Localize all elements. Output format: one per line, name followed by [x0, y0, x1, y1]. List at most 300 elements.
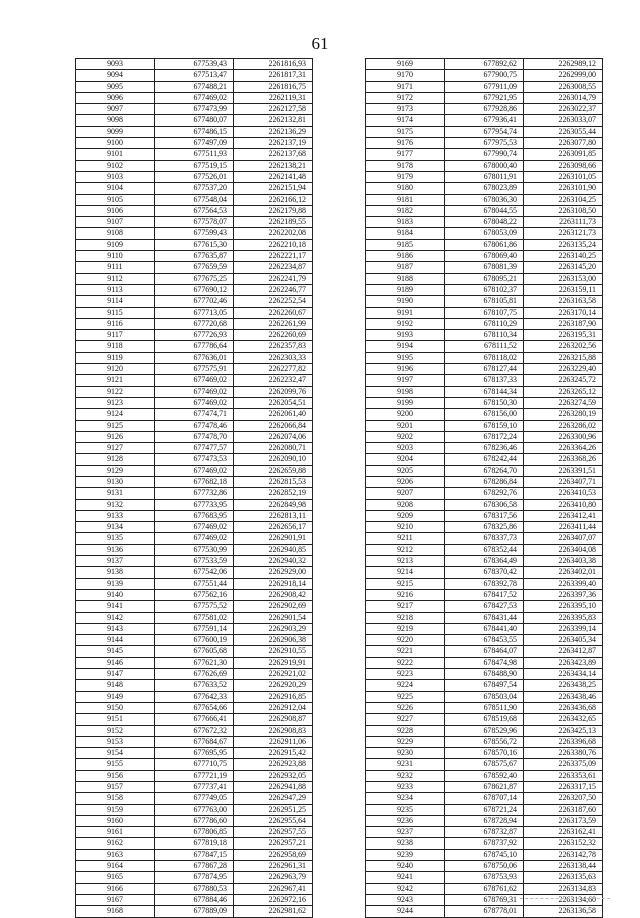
- point-number-cell: 9176: [366, 138, 445, 149]
- table-row: [76, 782, 313, 793]
- table-row: [366, 92, 603, 103]
- x-coordinate-cell: 678118,02: [445, 352, 524, 363]
- y-coordinate-cell: 2263153,00: [524, 273, 603, 284]
- table-row: [366, 646, 603, 657]
- y-coordinate-cell: 2263265,12: [524, 386, 603, 397]
- table-row: [76, 544, 313, 555]
- y-coordinate-cell: 2263055,44: [524, 126, 603, 137]
- table-row: [366, 657, 603, 668]
- y-coordinate-cell: 2263187,60: [524, 804, 603, 815]
- point-number-cell: 9233: [366, 782, 445, 793]
- y-coordinate-cell: 2262090,10: [234, 454, 313, 465]
- y-coordinate-cell: 2263136,58: [524, 906, 603, 917]
- y-coordinate-cell: 2263135,63: [524, 872, 603, 883]
- x-coordinate-cell: 677526,01: [155, 171, 234, 182]
- table-row: [366, 804, 603, 815]
- x-coordinate-cell: 678061,86: [445, 239, 524, 250]
- x-coordinate-cell: 678159,10: [445, 420, 524, 431]
- y-coordinate-cell: 2262957,55: [234, 827, 313, 838]
- y-coordinate-cell: 2263104,25: [524, 194, 603, 205]
- table-row: [366, 578, 603, 589]
- table-row: [366, 872, 603, 883]
- point-number-cell: 9157: [76, 782, 155, 793]
- y-coordinate-cell: 2263438,25: [524, 680, 603, 691]
- y-coordinate-cell: 2262260,69: [234, 330, 313, 341]
- point-number-cell: 9107: [76, 217, 155, 228]
- point-number-cell: 9144: [76, 635, 155, 646]
- table-row: [366, 341, 603, 352]
- y-coordinate-cell: 2262852,19: [234, 488, 313, 499]
- table-row: [76, 770, 313, 781]
- y-coordinate-cell: 2263098,66: [524, 160, 603, 171]
- table-row: [76, 228, 313, 239]
- table-row: [76, 273, 313, 284]
- x-coordinate-cell: 678621,87: [445, 782, 524, 793]
- y-coordinate-cell: 2263014,79: [524, 92, 603, 103]
- point-number-cell: 9164: [76, 861, 155, 872]
- x-coordinate-cell: 677539,43: [155, 59, 234, 70]
- y-coordinate-cell: 2262066,84: [234, 420, 313, 431]
- point-number-cell: 9108: [76, 228, 155, 239]
- point-number-cell: 9181: [366, 194, 445, 205]
- x-coordinate-cell: 677533,59: [155, 556, 234, 567]
- point-number-cell: 9117: [76, 330, 155, 341]
- table-row: [76, 262, 313, 273]
- table-row: [76, 476, 313, 487]
- table-row: [366, 533, 603, 544]
- point-number-cell: 9208: [366, 499, 445, 510]
- table-row: [76, 556, 313, 567]
- y-coordinate-cell: 2262138,21: [234, 160, 313, 171]
- x-coordinate-cell: 677806,85: [155, 827, 234, 838]
- point-number-cell: 9168: [76, 906, 155, 917]
- point-number-cell: 9184: [366, 228, 445, 239]
- x-coordinate-cell: 677786,64: [155, 341, 234, 352]
- y-coordinate-cell: 2262901,54: [234, 612, 313, 623]
- y-coordinate-cell: 2263399,40: [524, 578, 603, 589]
- table-row: [76, 194, 313, 205]
- table-row: [76, 284, 313, 295]
- point-number-cell: 9238: [366, 838, 445, 849]
- table-row: [366, 544, 603, 555]
- x-coordinate-cell: 678286,84: [445, 476, 524, 487]
- point-number-cell: 9097: [76, 104, 155, 115]
- x-coordinate-cell: 678464,07: [445, 646, 524, 657]
- x-coordinate-cell: 677975,53: [445, 138, 524, 149]
- point-number-cell: 9136: [76, 544, 155, 555]
- x-coordinate-cell: 678431,44: [445, 612, 524, 623]
- x-coordinate-cell: 678144,34: [445, 386, 524, 397]
- x-coordinate-cell: 677732,86: [155, 488, 234, 499]
- x-coordinate-cell: 678105,81: [445, 296, 524, 307]
- x-coordinate-cell: 677469,02: [155, 397, 234, 408]
- point-number-cell: 9156: [76, 770, 155, 781]
- y-coordinate-cell: 2262137,68: [234, 149, 313, 160]
- table-row: [366, 601, 603, 612]
- point-number-cell: 9186: [366, 251, 445, 262]
- point-number-cell: 9222: [366, 657, 445, 668]
- table-row: [366, 352, 603, 363]
- table-row: [76, 375, 313, 386]
- y-coordinate-cell: 2262210,18: [234, 239, 313, 250]
- table-row: [366, 228, 603, 239]
- x-coordinate-cell: 677519,15: [155, 160, 234, 171]
- y-coordinate-cell: 2262119,31: [234, 92, 313, 103]
- x-coordinate-cell: 677726,93: [155, 330, 234, 341]
- point-number-cell: 9240: [366, 861, 445, 872]
- x-coordinate-cell: 677626,69: [155, 669, 234, 680]
- table-row: [76, 872, 313, 883]
- point-number-cell: 9194: [366, 341, 445, 352]
- x-coordinate-cell: 677575,91: [155, 364, 234, 375]
- y-coordinate-cell: 2262955,64: [234, 815, 313, 826]
- table-row: [76, 894, 313, 905]
- x-coordinate-cell: 678511,90: [445, 702, 524, 713]
- point-number-cell: 9243: [366, 894, 445, 905]
- point-number-cell: 9172: [366, 92, 445, 103]
- point-number-cell: 9116: [76, 318, 155, 329]
- y-coordinate-cell: 2263396,68: [524, 736, 603, 747]
- table-row: [76, 510, 313, 521]
- point-number-cell: 9104: [76, 183, 155, 194]
- point-number-cell: 9196: [366, 364, 445, 375]
- x-coordinate-cell: 677636,01: [155, 352, 234, 363]
- point-number-cell: 9228: [366, 725, 445, 736]
- table-row: [366, 759, 603, 770]
- point-number-cell: 9221: [366, 646, 445, 657]
- table-row: [366, 409, 603, 420]
- y-coordinate-cell: 2263195,31: [524, 330, 603, 341]
- y-coordinate-cell: 2262189,55: [234, 217, 313, 228]
- x-coordinate-cell: 678745,10: [445, 849, 524, 860]
- x-coordinate-cell: 677921,95: [445, 92, 524, 103]
- point-number-cell: 9209: [366, 510, 445, 521]
- y-coordinate-cell: 2263134,60: [524, 894, 603, 905]
- table-row: [76, 714, 313, 725]
- x-coordinate-cell: 677786,60: [155, 815, 234, 826]
- table-row: [366, 273, 603, 284]
- table-row: [76, 669, 313, 680]
- point-number-cell: 9199: [366, 397, 445, 408]
- point-number-cell: 9214: [366, 567, 445, 578]
- page-number: 61: [311, 34, 329, 53]
- table-row: [76, 454, 313, 465]
- table-row: [366, 849, 603, 860]
- x-coordinate-cell: 678592,40: [445, 770, 524, 781]
- x-coordinate-cell: 677675,25: [155, 273, 234, 284]
- point-number-cell: 9159: [76, 804, 155, 815]
- x-coordinate-cell: 678110,34: [445, 330, 524, 341]
- y-coordinate-cell: 2263121,73: [524, 228, 603, 239]
- table-row: [76, 589, 313, 600]
- y-coordinate-cell: 2262972,16: [234, 894, 313, 905]
- x-coordinate-cell: 677599,43: [155, 228, 234, 239]
- x-coordinate-cell: 678732,87: [445, 827, 524, 838]
- y-coordinate-cell: 2263142,78: [524, 849, 603, 860]
- x-coordinate-cell: 677473,53: [155, 454, 234, 465]
- point-number-cell: 9148: [76, 680, 155, 691]
- y-coordinate-cell: 2263245,72: [524, 375, 603, 386]
- point-number-cell: 9173: [366, 104, 445, 115]
- x-coordinate-cell: 677721,19: [155, 770, 234, 781]
- table-row: [366, 318, 603, 329]
- y-coordinate-cell: 2262958,69: [234, 849, 313, 860]
- y-coordinate-cell: 2263008,55: [524, 81, 603, 92]
- point-number-cell: 9162: [76, 838, 155, 849]
- point-number-cell: 9216: [366, 589, 445, 600]
- point-number-cell: 9203: [366, 443, 445, 454]
- table-row: [366, 205, 603, 216]
- table-row: [76, 691, 313, 702]
- x-coordinate-cell: 677666,41: [155, 714, 234, 725]
- y-coordinate-cell: 2262234,87: [234, 262, 313, 273]
- point-number-cell: 9171: [366, 81, 445, 92]
- table-row: [366, 838, 603, 849]
- x-coordinate-cell: 678488,90: [445, 669, 524, 680]
- table-row: [366, 793, 603, 804]
- x-coordinate-cell: 678575,67: [445, 759, 524, 770]
- x-coordinate-cell: 678069,40: [445, 251, 524, 262]
- y-coordinate-cell: 2262136,29: [234, 126, 313, 137]
- point-number-cell: 9093: [76, 59, 155, 70]
- table-row: [76, 827, 313, 838]
- y-coordinate-cell: 2263405,34: [524, 635, 603, 646]
- x-coordinate-cell: 678556,72: [445, 736, 524, 747]
- table-row: [76, 883, 313, 894]
- x-coordinate-cell: 678441,40: [445, 623, 524, 634]
- x-coordinate-cell: 677672,32: [155, 725, 234, 736]
- table-row: [366, 262, 603, 273]
- x-coordinate-cell: 677469,02: [155, 92, 234, 103]
- y-coordinate-cell: 2263140,25: [524, 251, 603, 262]
- table-row: [76, 522, 313, 533]
- point-number-cell: 9098: [76, 115, 155, 126]
- y-coordinate-cell: 2263364,26: [524, 443, 603, 454]
- y-coordinate-cell: 2262999,00: [524, 70, 603, 81]
- y-coordinate-cell: 2262920,29: [234, 680, 313, 691]
- point-number-cell: 9141: [76, 601, 155, 612]
- y-coordinate-cell: 2262967,41: [234, 883, 313, 894]
- y-coordinate-cell: 2262202,08: [234, 228, 313, 239]
- point-number-cell: 9149: [76, 691, 155, 702]
- table-row: [76, 92, 313, 103]
- x-coordinate-cell: 677605,68: [155, 646, 234, 657]
- x-coordinate-cell: 678127,44: [445, 364, 524, 375]
- table-row: [366, 770, 603, 781]
- point-number-cell: 9230: [366, 748, 445, 759]
- y-coordinate-cell: 2263317,15: [524, 782, 603, 793]
- x-coordinate-cell: 678107,75: [445, 307, 524, 318]
- x-coordinate-cell: 677936,41: [445, 115, 524, 126]
- table-row: [76, 906, 313, 917]
- point-number-cell: 9219: [366, 623, 445, 634]
- table-row: [366, 171, 603, 182]
- y-coordinate-cell: 2262132,81: [234, 115, 313, 126]
- y-coordinate-cell: 2262961,31: [234, 861, 313, 872]
- y-coordinate-cell: 2262908,87: [234, 714, 313, 725]
- x-coordinate-cell: 678769,31: [445, 894, 524, 905]
- y-coordinate-cell: 2262919,91: [234, 657, 313, 668]
- x-coordinate-cell: 677702,46: [155, 296, 234, 307]
- y-coordinate-cell: 2263202,56: [524, 341, 603, 352]
- table-row: [76, 138, 313, 149]
- x-coordinate-cell: 678737,92: [445, 838, 524, 849]
- table-row: [76, 171, 313, 182]
- x-coordinate-cell: 677513,47: [155, 70, 234, 81]
- point-number-cell: 9138: [76, 567, 155, 578]
- y-coordinate-cell: 2263380,76: [524, 748, 603, 759]
- point-number-cell: 9182: [366, 205, 445, 216]
- table-row: [76, 623, 313, 634]
- x-coordinate-cell: 677683,95: [155, 510, 234, 521]
- x-coordinate-cell: 677892,62: [445, 59, 524, 70]
- x-coordinate-cell: 678721,24: [445, 804, 524, 815]
- point-number-cell: 9155: [76, 759, 155, 770]
- y-coordinate-cell: 2263395,10: [524, 601, 603, 612]
- table-row: [366, 364, 603, 375]
- table-row: [76, 149, 313, 160]
- table-row: [76, 748, 313, 759]
- table-row: [366, 669, 603, 680]
- x-coordinate-cell: 677575,52: [155, 601, 234, 612]
- point-number-cell: 9133: [76, 510, 155, 521]
- y-coordinate-cell: 2263145,20: [524, 262, 603, 273]
- table-row: [76, 635, 313, 646]
- table-row: [366, 499, 603, 510]
- y-coordinate-cell: 2263033,07: [524, 115, 603, 126]
- point-number-cell: 9201: [366, 420, 445, 431]
- x-coordinate-cell: 677469,02: [155, 522, 234, 533]
- x-coordinate-cell: 678337,73: [445, 533, 524, 544]
- x-coordinate-cell: 677695,95: [155, 748, 234, 759]
- point-number-cell: 9100: [76, 138, 155, 149]
- point-number-cell: 9229: [366, 736, 445, 747]
- point-number-cell: 9101: [76, 149, 155, 160]
- point-number-cell: 9135: [76, 533, 155, 544]
- point-number-cell: 9177: [366, 149, 445, 160]
- x-coordinate-cell: 677990,74: [445, 149, 524, 160]
- y-coordinate-cell: 2262921,02: [234, 669, 313, 680]
- x-coordinate-cell: 678707,14: [445, 793, 524, 804]
- point-number-cell: 9096: [76, 92, 155, 103]
- y-coordinate-cell: 2263207,50: [524, 793, 603, 804]
- y-coordinate-cell: 2262910,55: [234, 646, 313, 657]
- y-coordinate-cell: 2263173,59: [524, 815, 603, 826]
- point-number-cell: 9123: [76, 397, 155, 408]
- x-coordinate-cell: 677469,02: [155, 386, 234, 397]
- table-row: [366, 635, 603, 646]
- x-coordinate-cell: 678529,96: [445, 725, 524, 736]
- point-number-cell: 9134: [76, 522, 155, 533]
- y-coordinate-cell: 2262656,17: [234, 522, 313, 533]
- x-coordinate-cell: 677847,15: [155, 849, 234, 860]
- table-row: [366, 431, 603, 442]
- x-coordinate-cell: 677690,12: [155, 284, 234, 295]
- table-row: [366, 736, 603, 747]
- x-coordinate-cell: 678728,94: [445, 815, 524, 826]
- table-row: [76, 59, 313, 70]
- point-number-cell: 9125: [76, 420, 155, 431]
- x-coordinate-cell: 678053,09: [445, 228, 524, 239]
- table-row: [366, 714, 603, 725]
- table-row: [76, 386, 313, 397]
- y-coordinate-cell: 2263159,11: [524, 284, 603, 295]
- table-row: [366, 330, 603, 341]
- x-coordinate-cell: 678095,21: [445, 273, 524, 284]
- x-coordinate-cell: 677600,19: [155, 635, 234, 646]
- point-number-cell: 9202: [366, 431, 445, 442]
- table-row: [76, 736, 313, 747]
- y-coordinate-cell: 2262941,88: [234, 782, 313, 793]
- x-coordinate-cell: 678150,30: [445, 397, 524, 408]
- table-row: [76, 567, 313, 578]
- x-coordinate-cell: 678503,04: [445, 691, 524, 702]
- x-coordinate-cell: 677486,15: [155, 126, 234, 137]
- x-coordinate-cell: 678081,39: [445, 262, 524, 273]
- y-coordinate-cell: 2262963,79: [234, 872, 313, 883]
- point-number-cell: 9190: [366, 296, 445, 307]
- table-row: [76, 465, 313, 476]
- y-coordinate-cell: 2262246,77: [234, 284, 313, 295]
- point-number-cell: 9225: [366, 691, 445, 702]
- x-coordinate-cell: 678317,56: [445, 510, 524, 521]
- point-number-cell: 9154: [76, 748, 155, 759]
- table-row: [366, 827, 603, 838]
- y-coordinate-cell: 2262940,32: [234, 556, 313, 567]
- x-coordinate-cell: 678364,49: [445, 556, 524, 567]
- point-number-cell: 9143: [76, 623, 155, 634]
- y-coordinate-cell: 2263423,89: [524, 657, 603, 668]
- point-number-cell: 9175: [366, 126, 445, 137]
- x-coordinate-cell: 678102,37: [445, 284, 524, 295]
- table-row: [76, 849, 313, 860]
- y-coordinate-cell: 2263280,19: [524, 409, 603, 420]
- point-number-cell: 9185: [366, 239, 445, 250]
- point-number-cell: 9106: [76, 205, 155, 216]
- y-coordinate-cell: 2262151,94: [234, 183, 313, 194]
- y-coordinate-cell: 2263138,44: [524, 861, 603, 872]
- point-number-cell: 9237: [366, 827, 445, 838]
- point-number-cell: 9153: [76, 736, 155, 747]
- x-coordinate-cell: 677874,95: [155, 872, 234, 883]
- table-row: [366, 894, 603, 905]
- y-coordinate-cell: 2262099,76: [234, 386, 313, 397]
- table-row: [76, 330, 313, 341]
- y-coordinate-cell: 2262912,04: [234, 702, 313, 713]
- y-coordinate-cell: 2262252,54: [234, 296, 313, 307]
- y-coordinate-cell: 2263108,50: [524, 205, 603, 216]
- y-coordinate-cell: 2262813,11: [234, 510, 313, 521]
- point-number-cell: 9213: [366, 556, 445, 567]
- point-number-cell: 9204: [366, 454, 445, 465]
- x-coordinate-cell: 678236,46: [445, 443, 524, 454]
- x-coordinate-cell: 677642,33: [155, 691, 234, 702]
- x-coordinate-cell: 677562,16: [155, 589, 234, 600]
- x-coordinate-cell: 677954,74: [445, 126, 524, 137]
- point-number-cell: 9145: [76, 646, 155, 657]
- y-coordinate-cell: 2262080,71: [234, 443, 313, 454]
- y-coordinate-cell: 2262241,79: [234, 273, 313, 284]
- point-number-cell: 9218: [366, 612, 445, 623]
- table-row: [76, 793, 313, 804]
- footer-rule: [520, 898, 610, 899]
- table-row: [366, 883, 603, 894]
- table-row: [76, 759, 313, 770]
- y-coordinate-cell: 2263101,90: [524, 183, 603, 194]
- point-number-cell: 9115: [76, 307, 155, 318]
- y-coordinate-cell: 2262940,85: [234, 544, 313, 555]
- x-coordinate-cell: 678474,98: [445, 657, 524, 668]
